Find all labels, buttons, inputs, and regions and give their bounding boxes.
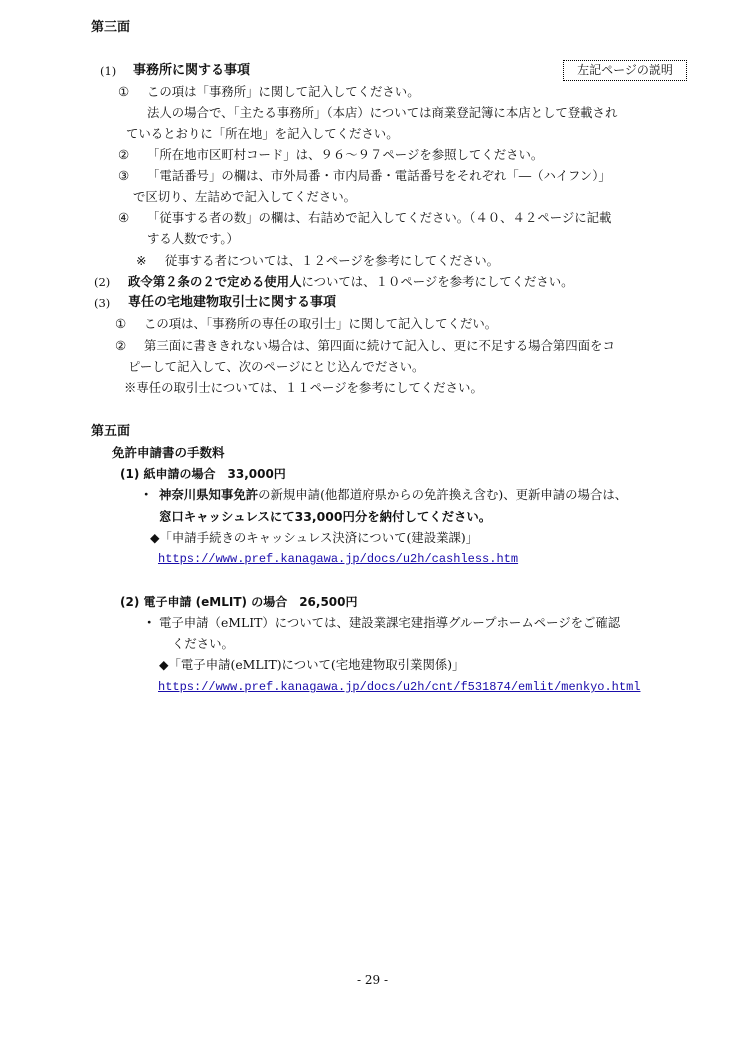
item-number: (1) xyxy=(100,64,117,78)
item-title: 政令第２条の２で定める使用人 xyxy=(128,274,302,289)
page-description-note: 左記ページの説明 xyxy=(563,60,687,81)
emphasis-line: 窓口キャッシュレスにて33,000円分を納付してください。 xyxy=(159,509,492,524)
paragraph-line: で区切り、左詰めで記入してください。 xyxy=(133,189,357,204)
paragraph-line: 「所在地市区町村コード」は、９６～９７ページを参照してください。 xyxy=(147,147,544,162)
item-number: (2) xyxy=(94,275,111,289)
paragraph-line: 「電話番号」の欄は、市外局番・市内局番・電話番号をそれぞれ「―（ハイフン）」 xyxy=(147,168,611,183)
paragraph-line: ピーして記入して、次のページにとじ込んでださい。 xyxy=(128,359,425,374)
paragraph-line: 電子申請（eMLIT）については、建設業課宅建指導グループホームページをご確認 xyxy=(159,615,621,630)
section-title-3: 第三面 xyxy=(91,20,131,35)
paragraph-line: 「従事する者の数」の欄は、右詰めで記入してください。（４０、４２ページに記載 xyxy=(147,210,612,225)
list-marker: ① xyxy=(118,84,130,99)
paragraph-text: については、１０ページを参考にしてください。 xyxy=(301,274,574,289)
list-marker: ① xyxy=(115,316,127,331)
paragraph-line: 法人の場合で、「主たる事務所」（本店）については商業登記簿に本店として登載され xyxy=(147,105,618,120)
bullet: ・ xyxy=(140,487,153,502)
paragraph-line: 従事する者については、１２ページを参考にしてください。 xyxy=(165,253,500,268)
paragraph-line xyxy=(128,274,574,290)
paragraph-line: する人数です。） xyxy=(147,231,239,246)
paragraph-line xyxy=(159,487,627,503)
paragraph-line: この項は「事務所」に関して記入してください。 xyxy=(147,84,420,99)
item-title: 専任の宅地建物取引士に関する事項 xyxy=(128,295,337,310)
reference-title: ◆「申請手続きのキャッシュレス決済について(建設業課)」 xyxy=(150,530,479,545)
page-number: - 29 - xyxy=(356,973,388,987)
paper-application-heading: (1) 紙申請の場合 33,000円 xyxy=(120,467,286,481)
paragraph-line: ※専任の取引士については、１１ページを参考にしてください。 xyxy=(124,380,483,395)
paragraph-line: 第三面に書ききれない場合は、第四面に続けて記入し、更に不足する場合第四面をコ xyxy=(144,338,615,353)
paragraph-line: ているとおりに「所在地」を記入してください。 xyxy=(126,126,399,141)
paragraph-line: ください。 xyxy=(172,636,234,651)
list-marker: ③ xyxy=(118,168,130,183)
electronic-application-heading: (2) 電子申請 (eMLIT) の場合 26,500円 xyxy=(120,595,358,609)
paragraph-line: この項は、「事務所の専任の取引士」に関して記入してくだい。 xyxy=(144,316,498,331)
section-title-5: 第五面 xyxy=(91,424,131,439)
fee-subtitle: 免許申請書の手数料 xyxy=(112,445,225,460)
paragraph-text: の新規申請(他都道府県からの免許換え含む)、更新申請の場合は、 xyxy=(258,487,628,502)
bullet: ・ xyxy=(143,615,156,630)
emphasis-text: 神奈川県知事免許 xyxy=(159,487,259,502)
note-marker: ※ xyxy=(136,253,147,268)
cashless-info-link[interactable]: https://www.pref.kanagawa.jp/docs/u2h/cashless.htm xyxy=(158,552,519,566)
reference-title: ◆「電子申請(eMLIT)について(宅地建物取引業関係)」 xyxy=(159,657,465,672)
list-marker: ② xyxy=(118,147,130,162)
item-title: 事務所に関する事項 xyxy=(133,63,251,78)
emlit-info-link[interactable]: https://www.pref.kanagawa.jp/docs/u2h/cnt/f531874/emlit/menkyo.html xyxy=(158,680,641,694)
list-marker: ④ xyxy=(118,210,130,225)
item-number: (3) xyxy=(94,296,111,310)
list-marker: ② xyxy=(115,338,127,353)
